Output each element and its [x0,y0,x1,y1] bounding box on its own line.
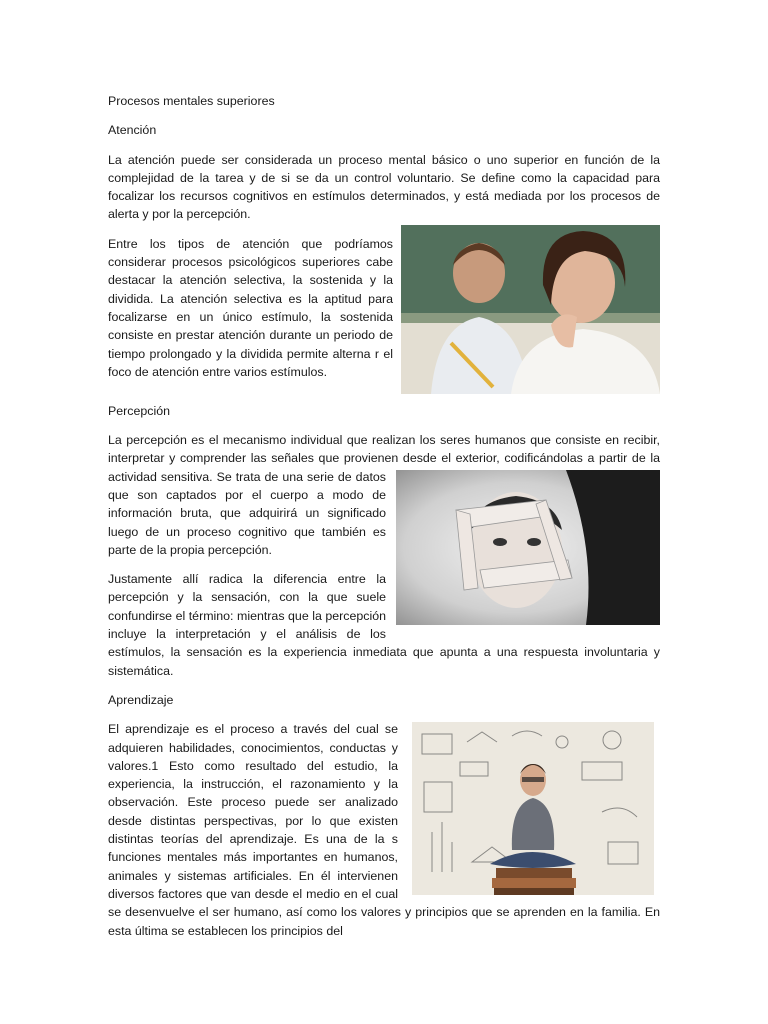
paragraph-percepcion-1 [108,431,660,559]
document-title: Procesos mentales superiores [108,94,275,108]
paragraph-atencion-1: La atención puede ser considerada un proceso mental básico o uno superior en función de la complejidad de la tarea y de si se da un control voluntario. Se define como la capacidad para focalizar los recursos cognitivos en estímulos determinados, y está mediada por los procesos de alerta y por la percepción. [108,152,660,222]
paragraph-aprendizaje-1: El aprendizaje es el proceso a través del cual se adquieren habilidades, conocimientos, conductas y valores.1 Esto como resultado del estudio, la experiencia, la instrucción, el razonamiento y la observación. Este proceso puede ser analizado desde distintas perspectivas, por lo que existen distintas teorías del aprendizaje. Es una de la s funciones mentales más importantes en humanos, animales y sistemas artificiales. En él intervienen diversos factores que van desde el medio en el cual se desenvuelve el ser humano, así como los valores y principios que se aprenden en la familia. En esta última se establecen los principios del [108,722,660,938]
paragraph-atencion-2: Entre los tipos de atención que podríamos considerar procesos psicológicos superiores cabe destacar la atención selectiva, la sostenida y la dividida. La atención selectiva es la aptitud para focalizarse en un único estímulo, la sostenida consiste en prestar atención durante un periodo de tiempo prolongado y la dividida permite alterna r el foco de atención entre varios estímulos. [108,236,393,379]
classroom-children-photo [401,225,660,394]
student-meditating-on-books-photo [412,722,654,895]
paragraph-percepcion-2: Justamente allí radica la diferencia entre la percepción y la sensación, con la que suele confundirse el término: mientras que la percepción incluye la interpretación y el análisis de los estímulos, la sensación es la experiencia inmediata que apunta a una respuesta involuntaria y sistemática. [108,572,660,678]
section-heading-atencion: Atención [108,123,157,138]
hands-framing-face-photo [396,470,660,625]
section-heading-percepcion: Percepción [108,403,170,418]
paragraph-percepcion-1-lead: La percepción es el mecanismo individual que realizan los seres humanos que consiste en recibir, interpretar y comprender las señales que provienen desde el exterior, codificándolas a partir de la [108,433,660,466]
paragraph-percepcion-1-rest: actividad sensitiva. Se trata de una serie de datos que son captados por el cuerpo a modo de información bruta, que adquirirá un significado luego de un proceso cognitivo que también es parte de la propia percepción. [108,469,386,557]
section-heading-aprendizaje: Aprendizaje [108,692,174,707]
document-page [108,92,660,940]
